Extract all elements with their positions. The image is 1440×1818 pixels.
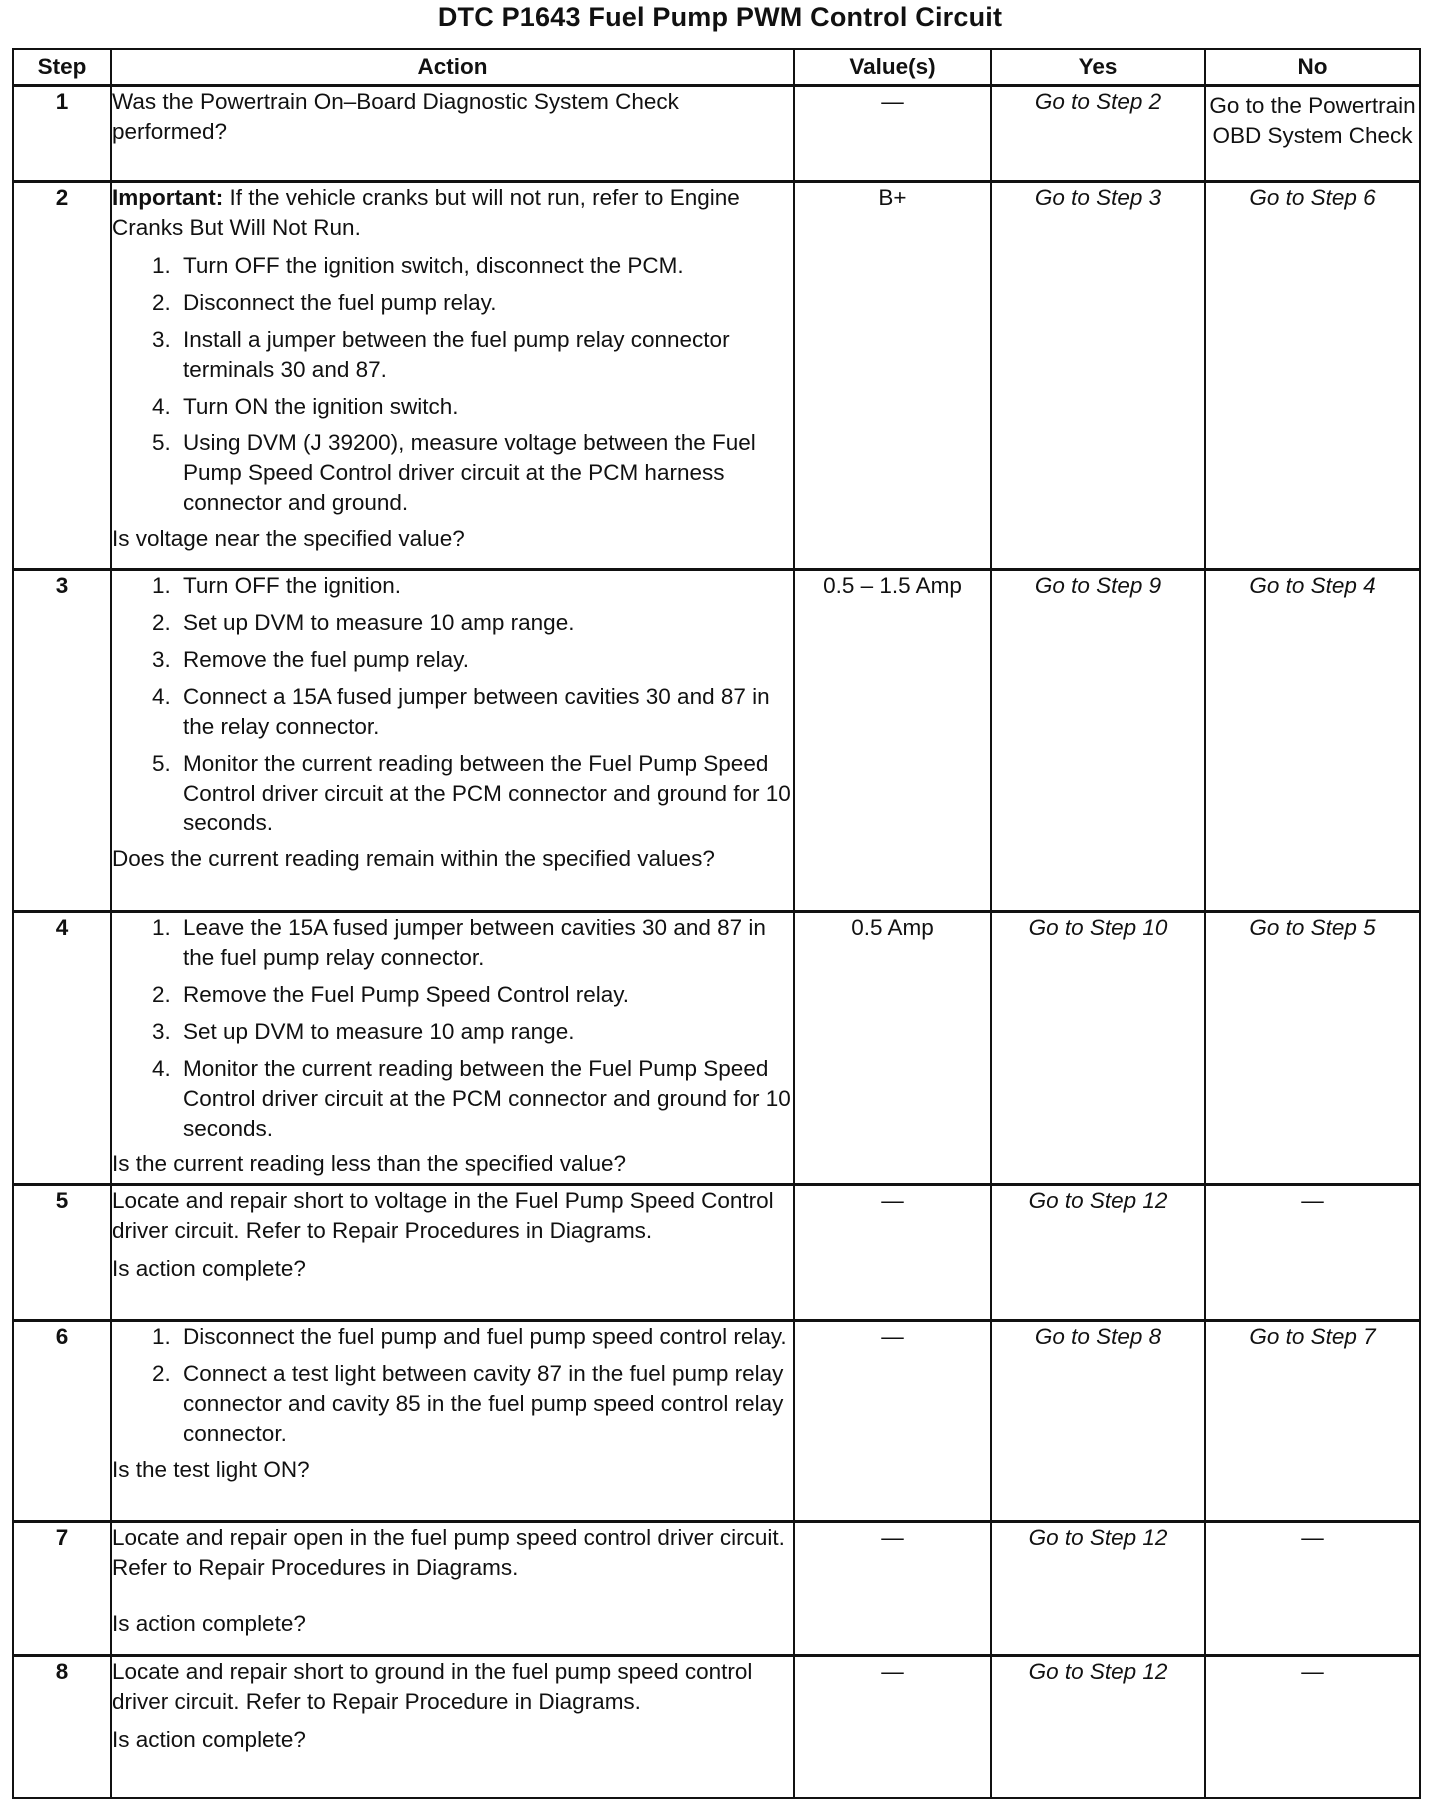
action-question: Is action complete? bbox=[112, 1255, 306, 1281]
important-text: If the vehicle cranks but will not run, refer to Engine Cranks But Will Not Run. bbox=[112, 185, 740, 240]
step-number: 8 bbox=[13, 1656, 111, 1798]
step-number: 1 bbox=[13, 86, 111, 182]
value-cell: — bbox=[794, 86, 991, 182]
action-step-item: 3. Remove the fuel pump relay. bbox=[177, 645, 793, 675]
action-cell bbox=[111, 182, 794, 570]
yes-outcome: Go to Step 8 bbox=[991, 1321, 1205, 1522]
action-step-item: 4. Monitor the current reading between the Fuel Pump Speed Control driver circuit at the PCM connector and ground for 10 seconds. bbox=[177, 1054, 793, 1144]
no-outcome: Go to Step 5 bbox=[1205, 912, 1420, 1185]
yes-outcome: Go to Step 3 bbox=[991, 182, 1205, 570]
table-row bbox=[13, 1185, 1420, 1321]
action-cell bbox=[111, 1522, 794, 1656]
action-text: Locate and repair short to ground in the fuel pump speed control driver circuit. Refer to Repair Procedure in Diagrams. bbox=[112, 1659, 753, 1714]
action-step-item: 4. Connect a 15A fused jumper between cavities 30 and 87 in the relay connector. bbox=[177, 682, 793, 742]
action-step-item: 5. Using DVM (J 39200), measure voltage between the Fuel Pump Speed Control driver circuit at the PCM harness connector and ground. bbox=[177, 428, 793, 518]
step-number: 6 bbox=[13, 1321, 111, 1522]
no-outcome: Go to the Powertrain OBD System Check bbox=[1205, 86, 1420, 182]
action-question: Is the current reading less than the specified value? bbox=[112, 1151, 627, 1177]
action-step-item: 4. Turn ON the ignition switch. bbox=[177, 392, 793, 422]
action-cell bbox=[111, 1321, 794, 1522]
action-cell bbox=[111, 1656, 794, 1798]
value-cell: — bbox=[794, 1321, 991, 1522]
value-cell: — bbox=[794, 1185, 991, 1321]
action-step-item: 1. Turn OFF the ignition switch, disconnect the PCM. bbox=[177, 251, 793, 281]
action-step-item: 5. Monitor the current reading between the Fuel Pump Speed Control driver circuit at the PCM connector and ground for 10 seconds. bbox=[177, 749, 793, 839]
action-cell bbox=[111, 912, 794, 1185]
header-action: Action bbox=[111, 49, 794, 86]
value-cell: — bbox=[794, 1522, 991, 1656]
action-question: Does the current reading remain within the specified values? bbox=[112, 846, 715, 872]
action-steps-list bbox=[112, 913, 793, 1143]
action-question: Is the test light ON? bbox=[112, 1456, 310, 1482]
no-outcome: — bbox=[1205, 1185, 1420, 1321]
table-row bbox=[13, 182, 1420, 570]
action-text: Locate and repair short to voltage in the Fuel Pump Speed Control driver circuit. Refer to Repair Procedures in Diagrams. bbox=[112, 1188, 774, 1243]
action-steps-list bbox=[112, 251, 793, 518]
action-cell bbox=[111, 570, 794, 912]
no-outcome: Go to Step 7 bbox=[1205, 1321, 1420, 1522]
action-step-item: 1. Leave the 15A fused jumper between cavities 30 and 87 in the fuel pump relay connector. bbox=[177, 913, 793, 973]
table-body bbox=[13, 86, 1420, 1798]
action-step-item: 1. Disconnect the fuel pump and fuel pump speed control relay. bbox=[177, 1322, 793, 1352]
value-cell: B+ bbox=[794, 182, 991, 570]
important-label: Important: bbox=[112, 185, 224, 210]
yes-outcome: Go to Step 12 bbox=[991, 1656, 1205, 1798]
yes-outcome: Go to Step 9 bbox=[991, 570, 1205, 912]
table-row bbox=[13, 912, 1420, 1185]
no-outcome: Go to Step 4 bbox=[1205, 570, 1420, 912]
yes-outcome: Go to Step 12 bbox=[991, 1185, 1205, 1321]
action-question: Is voltage near the specified value? bbox=[112, 526, 465, 552]
header-values: Value(s) bbox=[794, 49, 991, 86]
action-step-item: 2. Remove the Fuel Pump Speed Control relay. bbox=[177, 980, 793, 1010]
action-text: Was the Powertrain On–Board Diagnostic System Check performed? bbox=[112, 89, 679, 144]
table-row bbox=[13, 570, 1420, 912]
table-row bbox=[13, 86, 1420, 182]
action-cell bbox=[111, 86, 794, 182]
table-row bbox=[13, 1321, 1420, 1522]
yes-outcome: Go to Step 12 bbox=[991, 1522, 1205, 1656]
header-step: Step bbox=[13, 49, 111, 86]
action-text: Locate and repair open in the fuel pump speed control driver circuit. Refer to Repair Procedures in Diagrams. bbox=[112, 1525, 785, 1580]
page-title: DTC P1643 Fuel Pump PWM Control Circuit bbox=[437, 2, 1003, 32]
important-note bbox=[112, 183, 793, 243]
step-number: 3 bbox=[13, 570, 111, 912]
no-outcome: Go to Step 6 bbox=[1205, 182, 1420, 570]
no-outcome: — bbox=[1205, 1522, 1420, 1656]
value-cell: 0.5 Amp bbox=[794, 912, 991, 1185]
no-outcome: — bbox=[1205, 1656, 1420, 1798]
value-cell: 0.5 – 1.5 Amp bbox=[794, 570, 991, 912]
action-step-item: 3. Set up DVM to measure 10 amp range. bbox=[177, 1017, 793, 1047]
action-steps-list bbox=[112, 1322, 793, 1449]
value-cell: — bbox=[794, 1656, 991, 1798]
action-question: Is action complete? bbox=[112, 1610, 306, 1636]
diagnostic-table bbox=[12, 48, 1421, 1799]
step-number: 2 bbox=[13, 182, 111, 570]
header-row bbox=[13, 49, 1420, 86]
table-row bbox=[13, 1656, 1420, 1798]
action-step-item: 2. Connect a test light between cavity 87 in the fuel pump relay connector and cavity 85 in the fuel pump speed control relay connector. bbox=[177, 1359, 793, 1449]
yes-outcome: Go to Step 10 bbox=[991, 912, 1205, 1185]
action-step-item: 2. Disconnect the fuel pump relay. bbox=[177, 288, 793, 318]
action-step-item: 1. Turn OFF the ignition. bbox=[177, 571, 793, 601]
header-yes: Yes bbox=[991, 49, 1205, 86]
step-number: 4 bbox=[13, 912, 111, 1185]
yes-outcome: Go to Step 2 bbox=[991, 86, 1205, 182]
step-number: 5 bbox=[13, 1185, 111, 1321]
action-cell bbox=[111, 1185, 794, 1321]
step-number: 7 bbox=[13, 1522, 111, 1656]
table-row bbox=[13, 1522, 1420, 1656]
action-question: Is action complete? bbox=[112, 1726, 306, 1752]
action-step-item: 3. Install a jumper between the fuel pump relay connector terminals 30 and 87. bbox=[177, 325, 793, 385]
action-steps-list bbox=[112, 571, 793, 838]
action-step-item: 2. Set up DVM to measure 10 amp range. bbox=[177, 608, 793, 638]
header-no: No bbox=[1205, 49, 1420, 86]
